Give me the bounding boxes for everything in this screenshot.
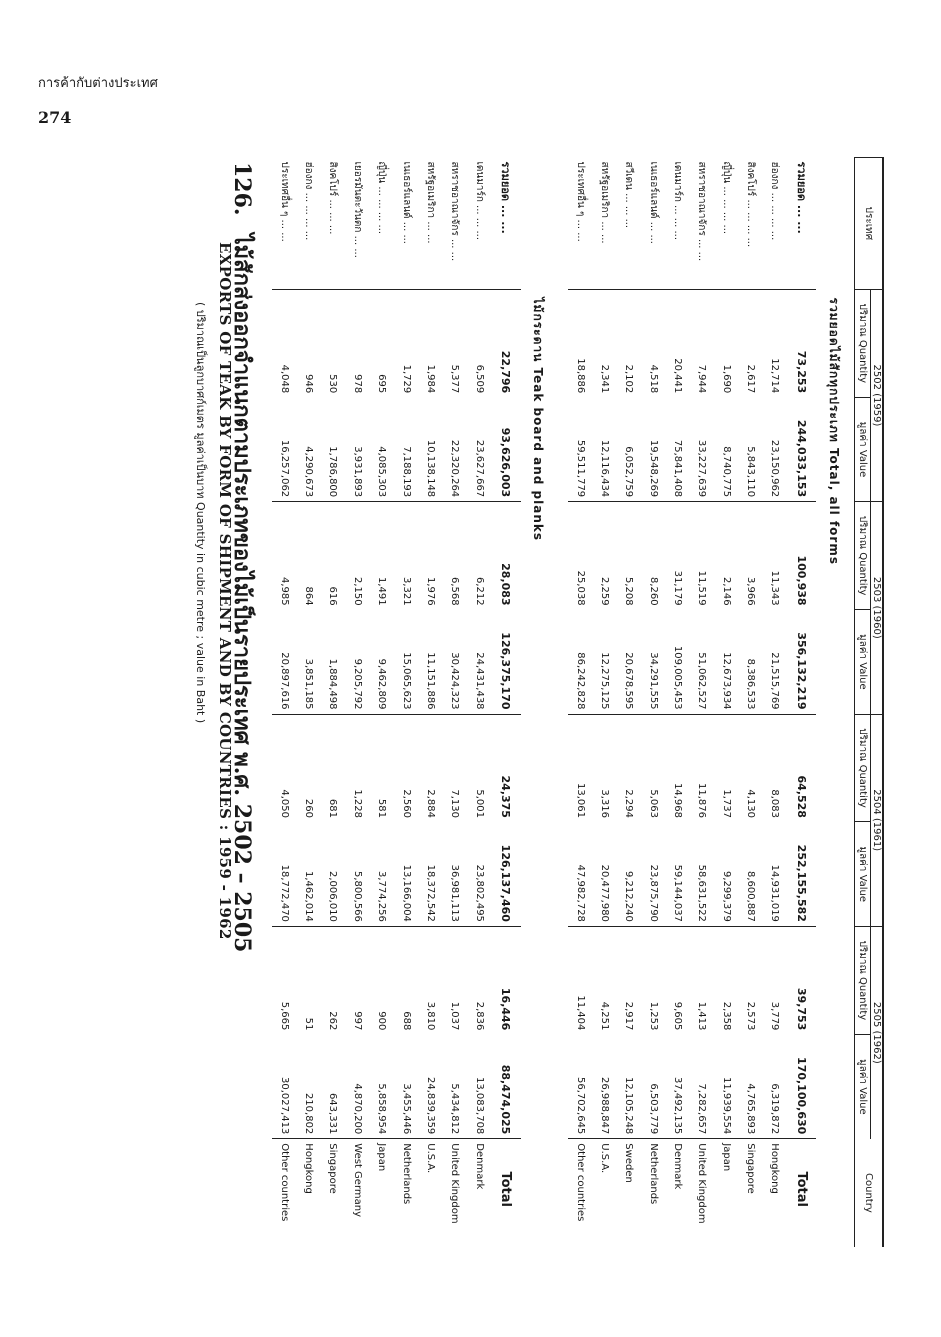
- value-cell: 4,765,893: [745, 1083, 757, 1135]
- header-value: มูลค่า Value: [855, 1034, 871, 1138]
- country-thai: สหราชอาณาจักร ... ...: [690, 158, 714, 290]
- table-row: [690, 158, 714, 1248]
- total-row: [787, 158, 816, 1248]
- quantity-cell: 8,083: [763, 714, 787, 822]
- value-cell: 12,275,125: [598, 652, 610, 710]
- quantity-cell: 11,404: [568, 926, 592, 1034]
- value-cell: 643,331: [327, 1092, 339, 1135]
- quantity-cell: 4,518: [641, 289, 665, 397]
- quantity-cell: 1,737: [714, 714, 738, 822]
- country-thai: สหราชอาณาจักร ... ...: [443, 158, 467, 290]
- total-row: [491, 158, 520, 1248]
- country-english: United Kingdom: [443, 1139, 467, 1247]
- country-english: Singapore: [738, 1139, 762, 1247]
- value-cell: 126,137,460: [499, 844, 513, 922]
- quantity-cell: 864: [296, 502, 320, 610]
- table-row: [738, 158, 762, 1248]
- quantity-cell: 25,038: [568, 502, 592, 610]
- value-cell: 5,800,566: [351, 871, 363, 922]
- value-cell: 18,772,470: [278, 864, 290, 922]
- quantity-cell: 39,753: [787, 926, 816, 1034]
- value-cell: 18,372,542: [424, 864, 436, 922]
- country-english: West Germany: [345, 1139, 369, 1247]
- header-value: มูลค่า Value: [855, 610, 871, 714]
- header-country-thai: ประเทศ: [855, 158, 884, 290]
- country-thai: รวมยอด ... ...: [491, 158, 520, 290]
- header-year-1961: 2504 (1961): [871, 714, 884, 926]
- quantity-cell: 4,130: [738, 714, 762, 822]
- table-row: [345, 158, 369, 1248]
- header-value: มูลค่า Value: [855, 822, 871, 926]
- spacer-row: [558, 158, 568, 1248]
- country-english: Hongkong: [763, 1139, 787, 1247]
- quantity-cell: 11,343: [763, 502, 787, 610]
- value-cell: 1,884,498: [327, 658, 339, 710]
- quantity-cell: 14,968: [665, 714, 689, 822]
- value-cell: 210,802: [303, 1092, 315, 1135]
- country-thai: สิงคโปร์ ... ... ... ...: [738, 158, 762, 290]
- value-cell: 14,931,019: [769, 864, 781, 922]
- rotated-table-sheet: [120, 142, 900, 1262]
- quantity-cell: 24,375: [491, 714, 520, 822]
- quantity-cell: 1,491: [370, 502, 394, 610]
- table-title-thai: ไม้สักส่งออกจำแนกตามประเภทของไม้เป็นรายประเทศ พ.ศ. 2502 – 2505: [229, 233, 255, 953]
- table-row: [394, 158, 418, 1248]
- value-cell: 59,511,779: [574, 439, 586, 498]
- table-units-note: ( ปริมาณเป็นลูกบาศก์เมตร มูลค่าเป็นบาท Quantity in cubic metre ; value in Baht ): [194, 302, 207, 724]
- quantity-cell: 5,063: [641, 714, 665, 822]
- quantity-cell: 7,944: [690, 289, 714, 397]
- country-thai: สหรัฐอเมริกา ... ...: [418, 158, 442, 290]
- country-thai: เนเธอร์แลนด์ ... ...: [394, 158, 418, 290]
- table-row: [272, 158, 296, 1248]
- value-cell: 6,503,779: [647, 1083, 659, 1135]
- value-cell: 109,005,453: [672, 645, 684, 710]
- table-row: [296, 158, 320, 1248]
- value-cell: 23,802,495: [473, 864, 485, 922]
- value-cell: 8,600,887: [745, 871, 757, 922]
- country-thai: ประเทศอื่น ๆ ... ...: [272, 158, 296, 290]
- table-row: [665, 158, 689, 1248]
- table-row: [568, 158, 592, 1248]
- value-cell: 36,981,113: [449, 864, 461, 922]
- value-cell: 24,839,359: [424, 1077, 436, 1135]
- table-row: [443, 158, 467, 1248]
- country-english: Japan: [370, 1139, 394, 1247]
- value-cell: 23,875,790: [647, 864, 659, 922]
- country-thai: ฮ่องกง ... ... ... ...: [296, 158, 320, 290]
- quantity-cell: 695: [370, 289, 394, 397]
- section-title: ไม้กระดาน Teak board and planks: [530, 297, 545, 541]
- quantity-cell: 2,294: [617, 714, 641, 822]
- quantity-cell: 5,001: [467, 714, 491, 822]
- quantity-cell: 3,810: [418, 926, 442, 1034]
- value-cell: 4,870,200: [351, 1083, 363, 1135]
- quantity-cell: 16,446: [491, 926, 520, 1034]
- value-cell: 4,290,673: [303, 446, 315, 498]
- value-cell: 30,424,323: [449, 652, 461, 710]
- quantity-cell: 616: [321, 502, 345, 610]
- country-thai: ประเทศอื่น ๆ ... ...: [568, 158, 592, 290]
- header-year-1959: 2502 (1959): [871, 289, 884, 501]
- country-english: United Kingdom: [690, 1139, 714, 1247]
- teak-exports-table: [272, 157, 884, 1247]
- table-number: 126.: [229, 162, 255, 216]
- quantity-cell: 11,876: [690, 714, 714, 822]
- quantity-cell: 2,358: [714, 926, 738, 1034]
- value-cell: 5,434,812: [449, 1083, 461, 1135]
- table-row: [763, 158, 787, 1248]
- value-cell: 170,100,630: [795, 1057, 809, 1135]
- value-cell: 3,774,256: [376, 871, 388, 922]
- country-english: Other countries: [272, 1139, 296, 1247]
- value-cell: 24,431,438: [473, 652, 485, 710]
- table-row: [617, 158, 641, 1248]
- quantity-cell: 11,519: [690, 502, 714, 610]
- value-cell: 10,138,148: [424, 439, 436, 498]
- quantity-cell: 4,048: [272, 289, 296, 397]
- quantity-cell: 978: [345, 289, 369, 397]
- value-cell: 86,242,828: [574, 652, 586, 710]
- table-row: [467, 158, 491, 1248]
- value-cell: 9,205,792: [351, 658, 363, 710]
- header-quantity: ปริมาณ Quantity: [855, 714, 871, 822]
- quantity-cell: 2,341: [592, 289, 616, 397]
- value-cell: 5,843,110: [745, 446, 757, 498]
- value-cell: 1,462,014: [303, 871, 315, 922]
- quantity-cell: 7,130: [443, 714, 467, 822]
- quantity-cell: 997: [345, 926, 369, 1034]
- quantity-cell: 13,061: [568, 714, 592, 822]
- country-thai: สิงคโปร์ ... ... ...: [321, 158, 345, 290]
- value-cell: 5,858,954: [376, 1083, 388, 1135]
- value-cell: 6,319,872: [769, 1083, 781, 1135]
- value-cell: 88,474,025: [499, 1064, 513, 1135]
- quantity-cell: 1,037: [443, 926, 467, 1034]
- country-english: Sweden: [617, 1139, 641, 1247]
- quantity-cell: 4,050: [272, 714, 296, 822]
- quantity-cell: 2,884: [418, 714, 442, 822]
- value-cell: 11,939,554: [720, 1077, 732, 1135]
- value-cell: 7,188,193: [400, 446, 412, 498]
- value-cell: 22,320,264: [449, 439, 461, 498]
- quantity-cell: 51: [296, 926, 320, 1034]
- value-cell: 59,144,037: [672, 864, 684, 922]
- value-cell: 16,257,062: [278, 439, 290, 498]
- value-cell: 12,105,248: [623, 1077, 635, 1135]
- country-english: Hongkong: [296, 1139, 320, 1247]
- country-english: Netherlands: [394, 1139, 418, 1247]
- quantity-cell: 12,714: [763, 289, 787, 397]
- country-thai: เยอรมันตะวันตก ... ...: [345, 158, 369, 290]
- country-english: Total: [787, 1139, 816, 1247]
- value-cell: 26,988,847: [598, 1077, 610, 1135]
- country-thai: เดนมาร์ก ... ... ...: [665, 158, 689, 290]
- quantity-cell: 3,321: [394, 502, 418, 610]
- quantity-cell: 2,150: [345, 502, 369, 610]
- quantity-cell: 6,212: [467, 502, 491, 610]
- quantity-cell: 2,560: [394, 714, 418, 822]
- value-cell: 15,065,623: [400, 652, 412, 710]
- value-cell: 126,375,170: [499, 632, 513, 710]
- quantity-cell: 3,779: [763, 926, 787, 1034]
- quantity-cell: 100,938: [787, 502, 816, 610]
- quantity-cell: 22,796: [491, 289, 520, 397]
- value-cell: 20,477,980: [598, 864, 610, 922]
- table-row: [418, 158, 442, 1248]
- quantity-cell: 1,228: [345, 714, 369, 822]
- value-cell: 356,132,219: [795, 632, 809, 710]
- table-row: [592, 158, 616, 1248]
- country-english: Netherlands: [641, 1139, 665, 1247]
- country-thai: สวีเดน ... ... ...: [617, 158, 641, 290]
- country-english: Singapore: [321, 1139, 345, 1247]
- quantity-cell: 31,179: [665, 502, 689, 610]
- header-quantity: ปริมาณ Quantity: [855, 289, 871, 397]
- country-thai: เดนมาร์ก ... ... ...: [467, 158, 491, 290]
- quantity-cell: 6,568: [443, 502, 467, 610]
- quantity-cell: 5,377: [443, 289, 467, 397]
- country-english: Denmark: [467, 1139, 491, 1247]
- value-cell: 13,083,708: [473, 1077, 485, 1135]
- quantity-cell: 530: [321, 289, 345, 397]
- value-cell: 7,282,657: [696, 1083, 708, 1135]
- quantity-cell: 9,605: [665, 926, 689, 1034]
- country-english: Total: [491, 1139, 520, 1247]
- value-cell: 9,212,240: [623, 871, 635, 922]
- value-cell: 1,786,800: [327, 446, 339, 498]
- quantity-cell: 20,441: [665, 289, 689, 397]
- quantity-cell: 1,690: [714, 289, 738, 397]
- quantity-cell: 1,984: [418, 289, 442, 397]
- table-row: [370, 158, 394, 1248]
- value-cell: 6,052,759: [623, 446, 635, 498]
- value-cell: 8,386,533: [745, 658, 757, 710]
- quantity-cell: 2,917: [617, 926, 641, 1034]
- quantity-cell: 681: [321, 714, 345, 822]
- value-cell: 19,548,269: [647, 439, 659, 498]
- section-title-row: [521, 158, 558, 1248]
- country-thai: ฮ่องกง ... ... ... ...: [763, 158, 787, 290]
- header-year-1960: 2503 (1960): [871, 502, 884, 714]
- value-cell: 4,085,303: [376, 446, 388, 498]
- quantity-cell: 28,083: [491, 502, 520, 610]
- quantity-cell: 688: [394, 926, 418, 1034]
- header-quantity: ปริมาณ Quantity: [855, 502, 871, 610]
- quantity-cell: 6,509: [467, 289, 491, 397]
- quantity-cell: 946: [296, 289, 320, 397]
- quantity-cell: 2,573: [738, 926, 762, 1034]
- value-cell: 13,166,004: [400, 864, 412, 922]
- value-cell: 20,678,595: [623, 652, 635, 710]
- header-quantity: ปริมาณ Quantity: [855, 926, 871, 1034]
- country-english: Other countries: [568, 1139, 592, 1247]
- country-thai: ญี่ปุ่น ... ... ... ...: [370, 158, 394, 290]
- quantity-cell: 64,528: [787, 714, 816, 822]
- section-title: รวมยอดไม้สักทุกประเภท Total, all forms: [826, 297, 841, 565]
- running-header: การค้ากับต่างประเทศ: [38, 76, 158, 91]
- value-cell: 23,627,667: [473, 439, 485, 498]
- country-english: Denmark: [665, 1139, 689, 1247]
- value-cell: 8,740,775: [720, 446, 732, 498]
- value-cell: 21,515,769: [769, 652, 781, 710]
- quantity-cell: 3,316: [592, 714, 616, 822]
- quantity-cell: 4,251: [592, 926, 616, 1034]
- header-value: มูลค่า Value: [855, 397, 871, 501]
- value-cell: 9,462,809: [376, 658, 388, 710]
- quantity-cell: 1,976: [418, 502, 442, 610]
- value-cell: 12,673,934: [720, 652, 732, 710]
- country-thai: ญี่ปุ่น ... ... ... ...: [714, 158, 738, 290]
- value-cell: 75,841,408: [672, 439, 684, 498]
- country-english: Japan: [714, 1139, 738, 1247]
- value-cell: 93,626,003: [499, 427, 513, 498]
- country-english: U.S.A.: [418, 1139, 442, 1247]
- quantity-cell: 2,102: [617, 289, 641, 397]
- value-cell: 58,631,522: [696, 864, 708, 922]
- table-title-english: EXPORTS OF TEAK BY FORM OF SHIPMENT AND BY COUNTRIES : 1959 - 1962: [216, 242, 234, 940]
- section-title-row: [816, 158, 854, 1248]
- table-row: [714, 158, 738, 1248]
- quantity-cell: 262: [321, 926, 345, 1034]
- quantity-cell: 2,146: [714, 502, 738, 610]
- table-body: [272, 158, 855, 1248]
- header-year-1962: 2505 (1962): [871, 926, 884, 1138]
- value-cell: 34,291,555: [647, 652, 659, 710]
- value-cell: 3,455,446: [400, 1083, 412, 1135]
- table-row: [321, 158, 345, 1248]
- table-row: [641, 158, 665, 1248]
- quantity-cell: 4,985: [272, 502, 296, 610]
- country-thai: สหรัฐอเมริกา ... ...: [592, 158, 616, 290]
- value-cell: 252,155,582: [795, 844, 809, 922]
- value-cell: 3,931,893: [351, 446, 363, 498]
- value-cell: 47,982,728: [574, 864, 586, 922]
- quantity-cell: 73,253: [787, 289, 816, 397]
- value-cell: 30,027,413: [278, 1077, 290, 1135]
- quantity-cell: 260: [296, 714, 320, 822]
- value-cell: 244,033,153: [795, 419, 809, 498]
- value-cell: 20,897,616: [278, 652, 290, 710]
- quantity-cell: 5,208: [617, 502, 641, 610]
- country-english: U.S.A.: [592, 1139, 616, 1247]
- value-cell: 11,151,886: [424, 652, 436, 710]
- quantity-cell: 1,253: [641, 926, 665, 1034]
- quantity-cell: 900: [370, 926, 394, 1034]
- quantity-cell: 581: [370, 714, 394, 822]
- value-cell: 33,227,639: [696, 439, 708, 498]
- quantity-cell: 1,413: [690, 926, 714, 1034]
- value-cell: 23,150,962: [769, 439, 781, 498]
- value-cell: 51,062,527: [696, 652, 708, 710]
- quantity-cell: 2,836: [467, 926, 491, 1034]
- country-thai: เนเธอร์แลนด์ ... ...: [641, 158, 665, 290]
- quantity-cell: 18,886: [568, 289, 592, 397]
- country-thai: รวมยอด ... ...: [787, 158, 816, 290]
- quantity-cell: 2,259: [592, 502, 616, 610]
- header-country-english: Country: [855, 1139, 884, 1247]
- value-cell: 3,851,185: [303, 658, 315, 710]
- value-cell: 12,116,434: [598, 439, 610, 498]
- value-cell: 9,299,379: [720, 871, 732, 922]
- quantity-cell: 5,665: [272, 926, 296, 1034]
- quantity-cell: 8,260: [641, 502, 665, 610]
- page-number: 274: [38, 108, 72, 127]
- quantity-cell: 3,966: [738, 502, 762, 610]
- quantity-cell: 1,729: [394, 289, 418, 397]
- quantity-cell: 2,617: [738, 289, 762, 397]
- value-cell: 56,702,645: [574, 1077, 586, 1135]
- value-cell: 2,006,010: [327, 871, 339, 922]
- value-cell: 37,492,135: [672, 1077, 684, 1135]
